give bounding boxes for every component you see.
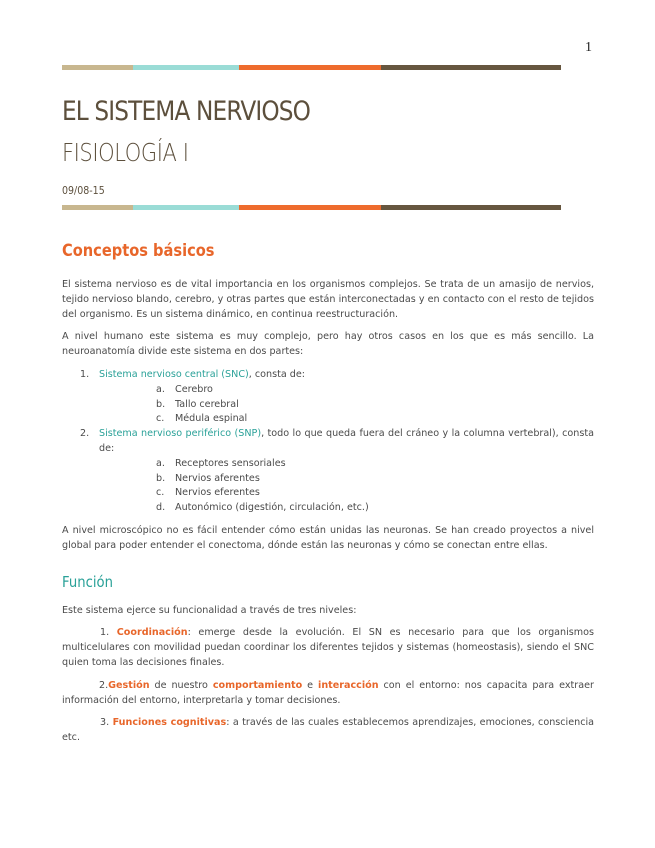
funcion-item-gestion (62, 679, 594, 709)
header-stripe-top (62, 65, 561, 70)
nervous-system-parts-list (62, 368, 594, 516)
stripe-aqua (133, 205, 239, 210)
item-text: : a través de las cuales establecemos aprendizajes, emociones, consciencia etc. (62, 717, 595, 744)
sublist-letter: b. (156, 398, 166, 410)
list-number: 1. (80, 368, 90, 380)
sublist-text: Receptores sensoriales (175, 457, 286, 469)
list-item-snc (62, 368, 594, 427)
sublist-item (99, 398, 594, 413)
term-interaccion: interacción (318, 679, 379, 691)
stripe-aqua (133, 65, 239, 70)
document-date: 09/08-15 (62, 184, 105, 197)
sublist-item (99, 486, 594, 501)
document-title: EL SISTEMA NERVIOSO (62, 96, 311, 127)
item-number: 2. (99, 679, 109, 691)
list-item-snp (62, 427, 594, 516)
stripe-brown (381, 205, 561, 210)
sublist-letter: a. (156, 457, 165, 469)
term-gestion: Gestión (108, 679, 150, 691)
sublist-item (99, 457, 594, 472)
item-text: de nuestro (149, 679, 213, 691)
snc-sublist (99, 383, 594, 427)
sublist-item (99, 383, 594, 398)
sublist-letter: d. (156, 502, 166, 514)
heading-funcion: Función (62, 572, 113, 591)
sublist-text: Nervios aferentes (175, 472, 260, 484)
term-snp: Sistema nervioso periférico (SNP) (99, 428, 262, 440)
paragraph-intro: El sistema nervioso es de vital importancia en los organismos complejos. Se trata de un amasijo de nervios, tejido nervioso blando, cerebro, y otras partes que están interconectadas y en contacto con el resto de tejidos del organismo. Es un sistema dinámico, en continua reestructuración. (62, 279, 594, 320)
sublist-item (99, 412, 594, 427)
header-stripe-bottom (62, 205, 561, 210)
sublist-text: Médula espinal (175, 413, 248, 425)
term-snc: Sistema nervioso central (SNC) (99, 368, 249, 380)
sublist-text: Autonómico (digestión, circulación, etc.) (175, 502, 369, 514)
document-subtitle: FISIOLOGÍA I (62, 138, 189, 167)
sublist-item (99, 501, 594, 516)
snp-sublist (99, 457, 594, 516)
funcion-item-coordinacion (62, 626, 594, 670)
sublist-item (99, 472, 594, 487)
item-text: con el entorno: nos capacita para extraer información del entorno, interpretarla y tomar decisiones. (62, 679, 594, 706)
sublist-text: Tallo cerebral (175, 398, 239, 410)
heading-conceptos-basicos: Conceptos básicos (62, 241, 215, 261)
item-text: : emerge desde la evolución. El SN es necesario para que los organismos multicelulares con movilidad puedan coordinar los diferentes tejidos y sistemas (homeostasis), siendo el SNC quien toma las decisiones finales. (62, 627, 595, 668)
list-item-text: , consta de: (248, 368, 306, 380)
sublist-letter: c. (156, 487, 165, 499)
stripe-brown (381, 65, 561, 70)
sublist-text: Cerebro (175, 383, 213, 395)
stripe-tan (62, 65, 133, 70)
stripe-orange (239, 65, 381, 70)
term-funciones-cognitivas: Funciones cognitivas (112, 717, 227, 729)
document-body (62, 240, 594, 754)
stripe-orange (239, 205, 381, 210)
item-number: 1. (100, 627, 117, 639)
sublist-letter: b. (156, 472, 166, 484)
stripe-tan (62, 205, 133, 210)
sublist-letter: c. (156, 413, 165, 425)
paragraph-neuroanatomy: A nivel humano este sistema es muy complejo, pero hay otros casos en los que es más sencillo. La neuroanatomía divide este sistema en dos partes: (62, 331, 594, 358)
paragraph-funcion-intro: Este sistema ejerce su funcionalidad a través de tres niveles: (62, 604, 357, 616)
term-comportamiento: comportamiento (212, 679, 303, 691)
item-number: 3. (100, 717, 113, 729)
page-number: 1 (585, 40, 592, 55)
list-item-text: , todo lo que queda fuera del cráneo y la columna vertebral), consta de: (99, 428, 594, 454)
term-coordinacion: Coordinación (116, 627, 188, 639)
paragraph-conectoma: A nivel microscópico no es fácil entender cómo están unidas las neuronas. Se han creado proyectos a nivel global para poder entender el conectoma, dónde están las neuronas y cómo se conectan entre ellas. (62, 524, 594, 551)
funcion-item-cognitivas (62, 716, 594, 746)
sublist-text: Nervios eferentes (175, 487, 260, 499)
item-text: e (302, 679, 319, 691)
list-number: 2. (80, 428, 90, 440)
sublist-letter: a. (156, 383, 165, 395)
